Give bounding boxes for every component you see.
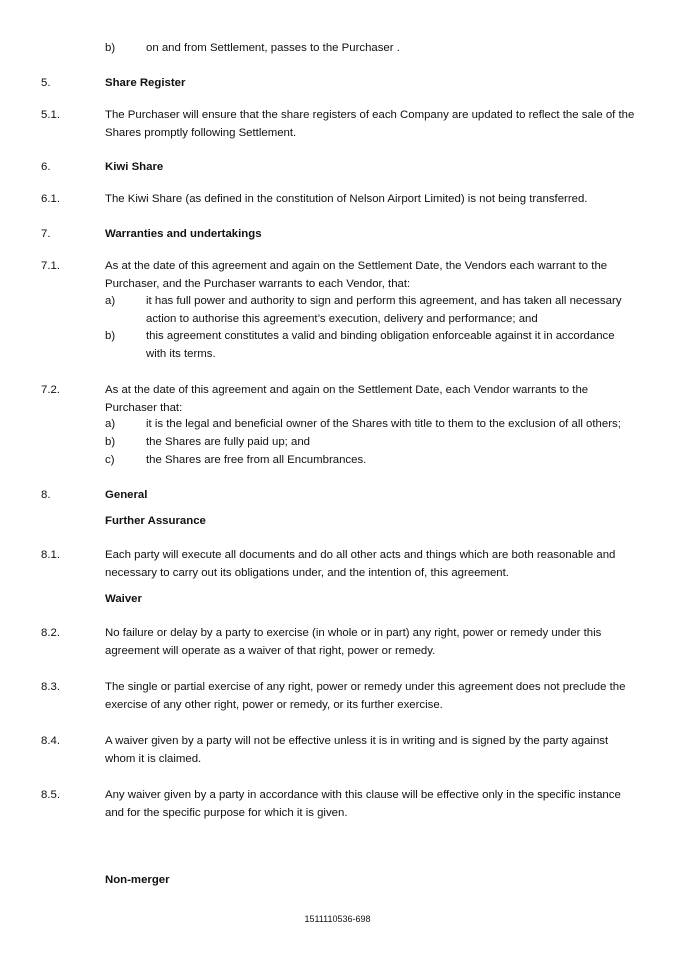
clause-number: 7.1. <box>41 260 60 272</box>
subheading: Waiver <box>105 593 142 605</box>
clause-number: 8.1. <box>41 549 60 561</box>
clause-text: A waiver given by a party will not be effective unless it is in writing and is signed by the party against whom it is claimed. <box>105 735 609 765</box>
clause-number: 6.1. <box>41 193 60 205</box>
section-number: 6. <box>41 161 51 173</box>
item-text: the Shares are free from all Encumbrances. <box>146 454 367 466</box>
clause-number: 8.2. <box>41 627 60 639</box>
clause-text: Any waiver given by a party in accordance with this clause will be effective only in the specific instance and for the specific purpose for which it is given. <box>105 789 621 819</box>
subheading: Further Assurance <box>105 515 206 527</box>
item-label: a) <box>105 418 116 430</box>
clause-number: 5.1. <box>41 109 60 121</box>
clause-text: As at the date of this agreement and again on the Settlement Date, the Vendors each warrant to the Purchaser, and the Purchaser warrants to each Vendor, that: <box>105 260 608 290</box>
clause-text: As at the date of this agreement and again on the Settlement Date, each Vendor warrants to the Purchaser that: <box>105 384 589 414</box>
item-text: on and from Settlement, passes to the Purchaser . <box>146 42 400 54</box>
section-heading: Share Register <box>105 77 186 89</box>
clause-text: The Purchaser will ensure that the share registers of each Company are updated to reflect the sale of the Shares promptly following Settlement. <box>105 109 635 139</box>
clause-number: 7.2. <box>41 384 60 396</box>
item-label: b) <box>105 436 116 448</box>
clause-number: 8.5. <box>41 789 60 801</box>
clause-number: 8.3. <box>41 681 60 693</box>
section-number: 5. <box>41 77 51 89</box>
item-text: this agreement constitutes a valid and binding obligation enforceable against it in accordance with its terms. <box>146 330 615 360</box>
item-text: it is the legal and beneficial owner of the Shares with title to them to the exclusion of all others; <box>146 418 621 430</box>
footer-reference: 1511110536-698 <box>304 914 371 924</box>
section-heading: Warranties and undertakings <box>105 228 262 240</box>
section-heading: Kiwi Share <box>105 161 164 173</box>
item-label: a) <box>105 295 116 307</box>
section-number: 8. <box>41 489 51 501</box>
clause-number: 8.4. <box>41 735 60 747</box>
subheading: Non-merger <box>105 874 170 886</box>
section-number: 7. <box>41 228 51 240</box>
clause-text: Each party will execute all documents and do all other acts and things which are both reasonable and necessary to carry out its obligations under, and the intention of, this agreement. <box>105 549 616 579</box>
item-label: c) <box>105 454 115 466</box>
item-label: b) <box>105 42 116 54</box>
clause-text: The Kiwi Share (as defined in the constitution of Nelson Airport Limited) is not being transferred. <box>105 193 588 205</box>
item-label: b) <box>105 330 116 342</box>
clause-text: The single or partial exercise of any right, power or remedy under this agreement does not preclude the exercise of any other right, power or remedy, or its further exercise. <box>105 681 626 711</box>
section-heading: General <box>105 489 148 501</box>
item-text: it has full power and authority to sign and perform this agreement, and has taken all necessary action to authorise this agreement’s execution, delivery and performance; and <box>146 295 622 325</box>
clause-text: No failure or delay by a party to exercise (in whole or in part) any right, power or remedy under this agreement will operate as a waiver of that right, power or remedy. <box>105 627 602 657</box>
item-text: the Shares are fully paid up; and <box>146 436 311 448</box>
